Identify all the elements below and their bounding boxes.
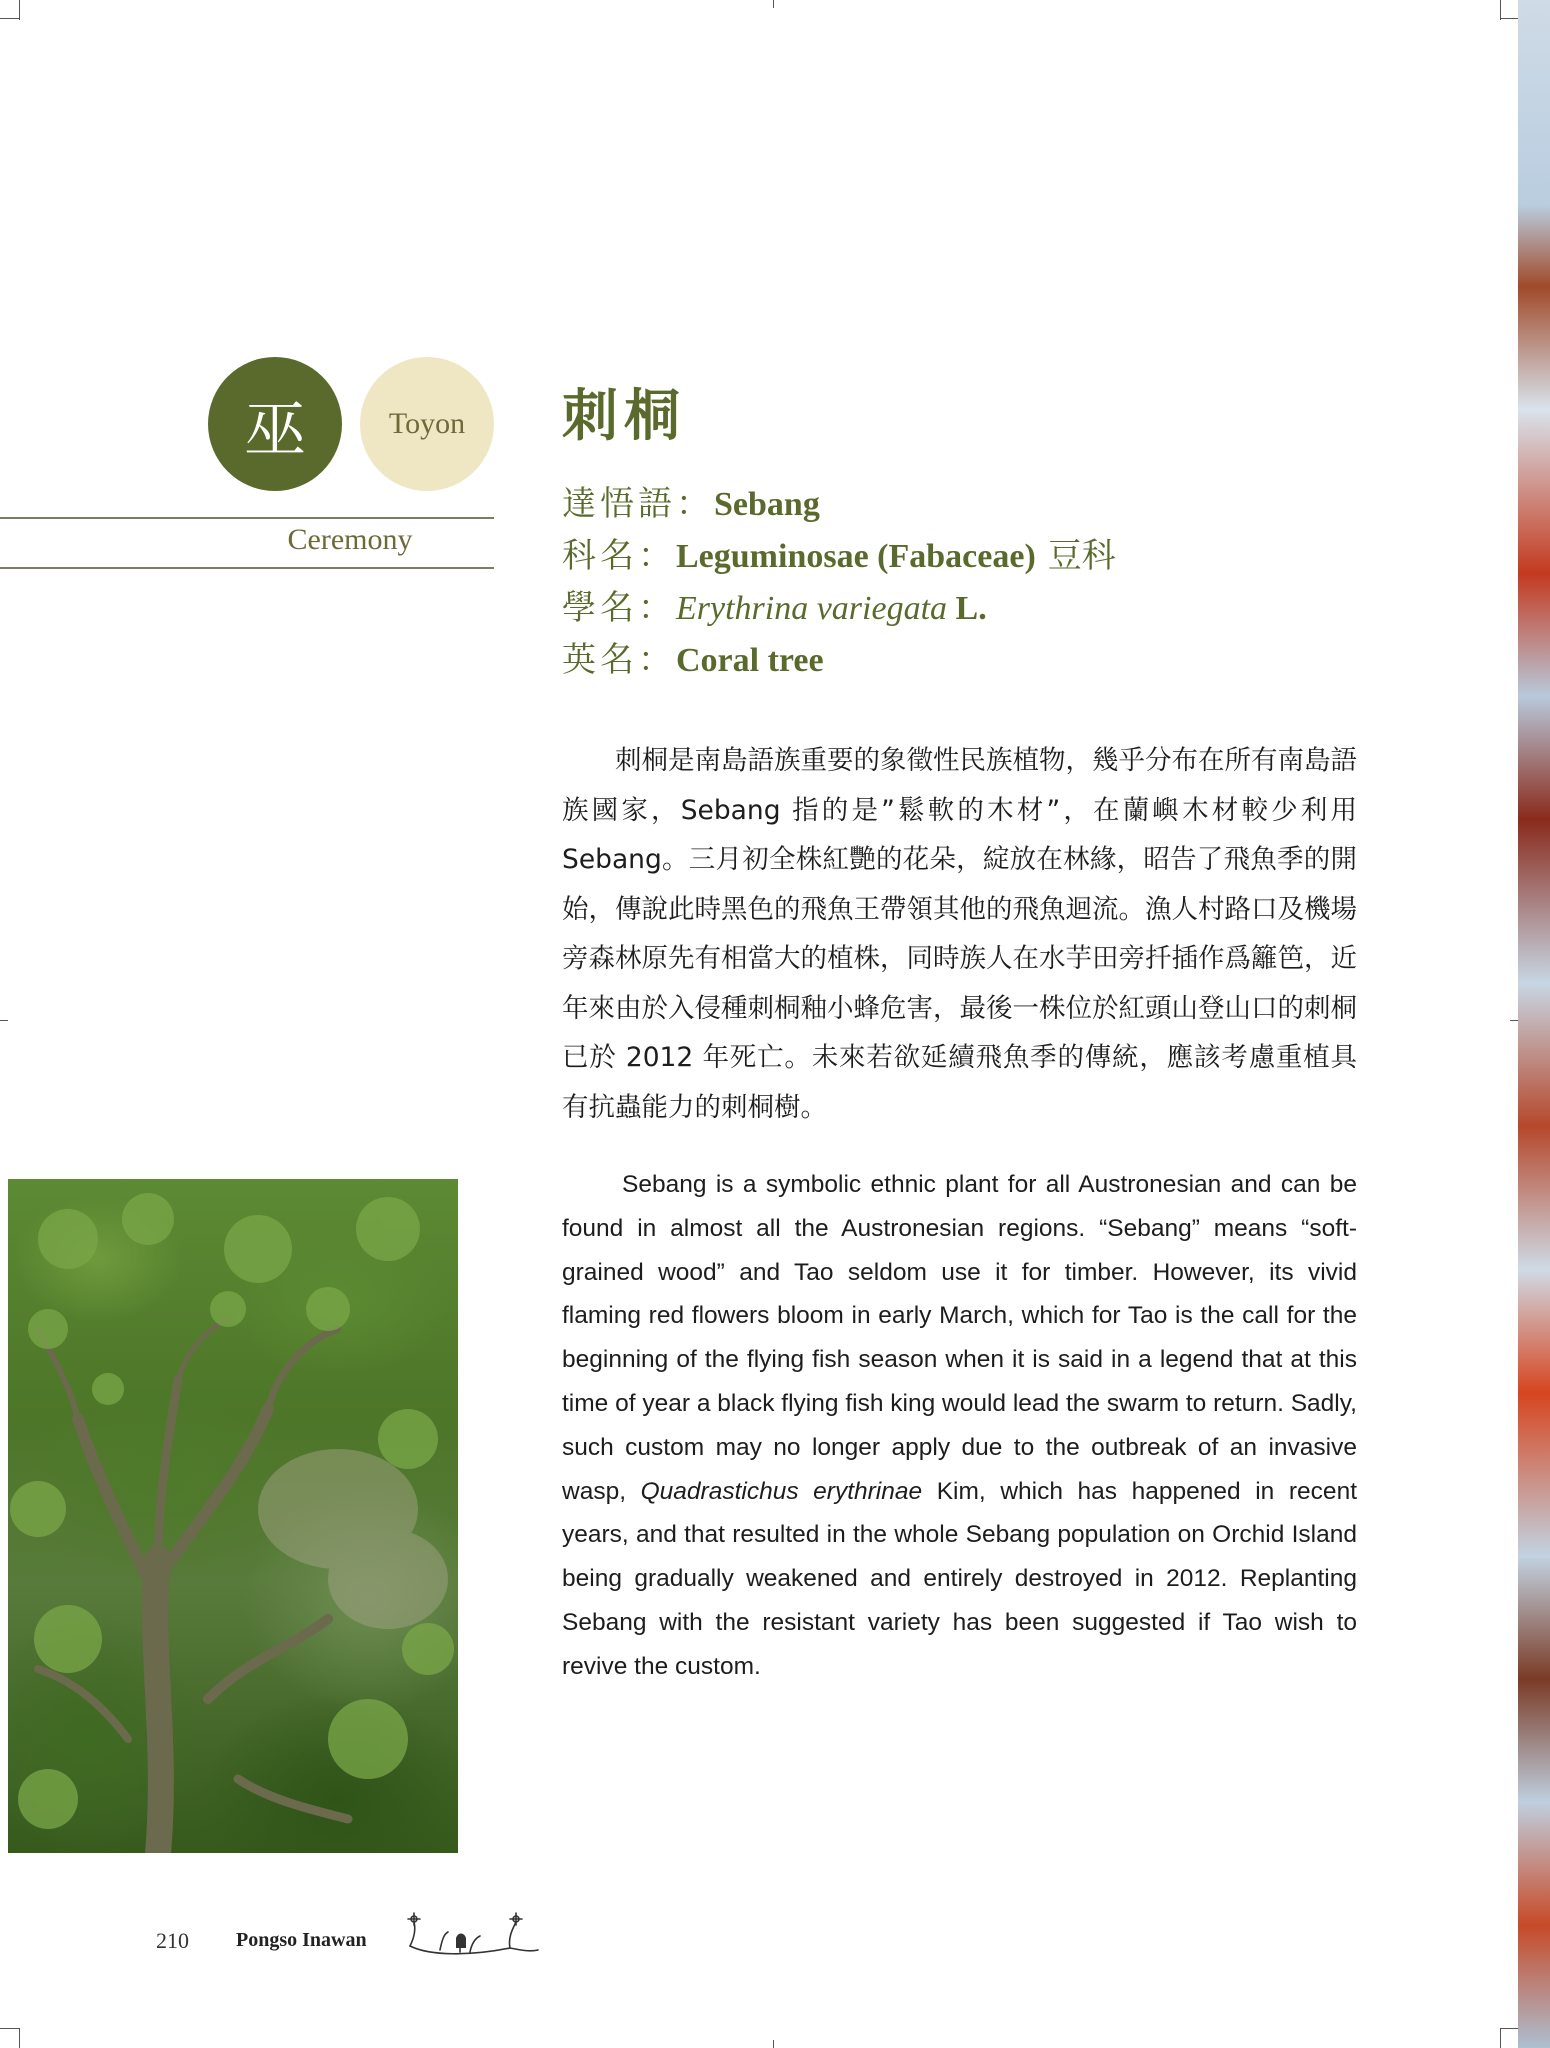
info-row-family [562, 530, 1362, 582]
en-label: 英名： [562, 640, 676, 680]
crop-mark-bottom-left-h [0, 2028, 20, 2029]
info-row-tao [562, 478, 1362, 530]
sci-label: 學名： [562, 588, 676, 628]
plant-title: 刺桐 [562, 383, 686, 449]
tao-name: Sebang [714, 486, 820, 523]
crop-mark-top-right-h [1500, 18, 1518, 19]
divider-top [0, 517, 494, 519]
page-number: 210 [156, 1928, 189, 1953]
book-title: Pongso Inawan [236, 1929, 367, 1951]
crop-mark-bottom-right-v [1500, 2028, 1501, 2048]
crop-mark-bottom-right-h [1500, 2028, 1518, 2029]
family-label: 科名： [562, 536, 676, 576]
tree-branches-graphic [8, 1179, 458, 1853]
sci-author: L. [947, 590, 987, 627]
family-name: Leguminosae (Fabaceae) [676, 538, 1036, 575]
category-en-label: Ceremony [287, 523, 413, 556]
english-text-part-1: Sebang is a symbolic ethnic plant for all Austronesian and can be found in almost all the Austronesian regions. “Sebang” means “soft-grained wood” and Tao seldom use it for timber. However, its vivid flaming red flowers bloom in early March, which for Tao is the call for the beginning of the flying fish season when it is said in a legend that at this time of year a black flying fish king would lead the swarm to return. Sadly, such custom may no longer apply due to the outbreak of an invasive wasp, [562, 1171, 1357, 1505]
family-zh: 豆科 [1047, 536, 1116, 576]
side-photo-strip [1518, 0, 1550, 2048]
canoe-logo-icon [400, 1912, 540, 1962]
crop-mark-bottom-center [773, 2040, 774, 2048]
crop-mark-middle-right [1510, 1020, 1518, 1021]
crop-mark-top-left-h [0, 18, 20, 19]
category-circle-zh [208, 357, 342, 491]
english-paragraph [562, 1163, 1357, 1689]
category-zh-label: 巫 [243, 392, 306, 466]
en-name: Coral tree [676, 642, 824, 679]
sci-name: Erythrina variegata [676, 590, 948, 627]
crop-mark-top-right-v [1500, 0, 1501, 20]
coral-tree-photo [8, 1179, 458, 1853]
info-row-scientific [562, 582, 1362, 634]
divider-bottom [0, 567, 494, 569]
chinese-paragraph: 刺桐是南島語族重要的象徵性民族植物，幾乎分布在所有南島語族國家，Sebang 指的是”鬆軟的木材”，在蘭嶼木材較少利用 Sebang。三月初全株紅艷的花朵，綻放在林緣，昭告了飛魚季的開始，傳說此時黑色的飛魚王帶領其他的飛魚迴流。漁人村路口及機場旁森林原先有相當大的植株，同時族人在水芋田旁扦插作爲籬笆，近年來由於入侵種刺桐釉小蜂危害，最後一株位於紅頭山登山口的刺桐已於 2012 年死亡。未來若欲延續飛魚季的傳統，應該考慮重植具有抗蟲能力的刺桐樹。 [562, 745, 1357, 1123]
crop-mark-bottom-left-v [19, 2028, 20, 2048]
crop-mark-top-left-v [19, 0, 20, 20]
english-species-italic: Quadrastichus erythrinae [640, 1477, 923, 1505]
plant-info [562, 478, 1362, 686]
tao-label: 達悟語： [562, 484, 714, 524]
crop-mark-top-center [773, 0, 774, 8]
category-circle-tao [360, 357, 494, 491]
info-row-english [562, 634, 1362, 686]
crop-mark-middle-left [0, 1020, 8, 1021]
category-tao-label: Toyon [388, 407, 466, 440]
english-text-part-2: Kim, which has happened in recent years, and that resulted in the whole Sebang population on Orchid Island being gradually weakened and entirely destroyed in 2012. Replanting Sebang with the resistant variety has been suggested if Tao wish to revive the custom. [562, 1477, 1357, 1680]
